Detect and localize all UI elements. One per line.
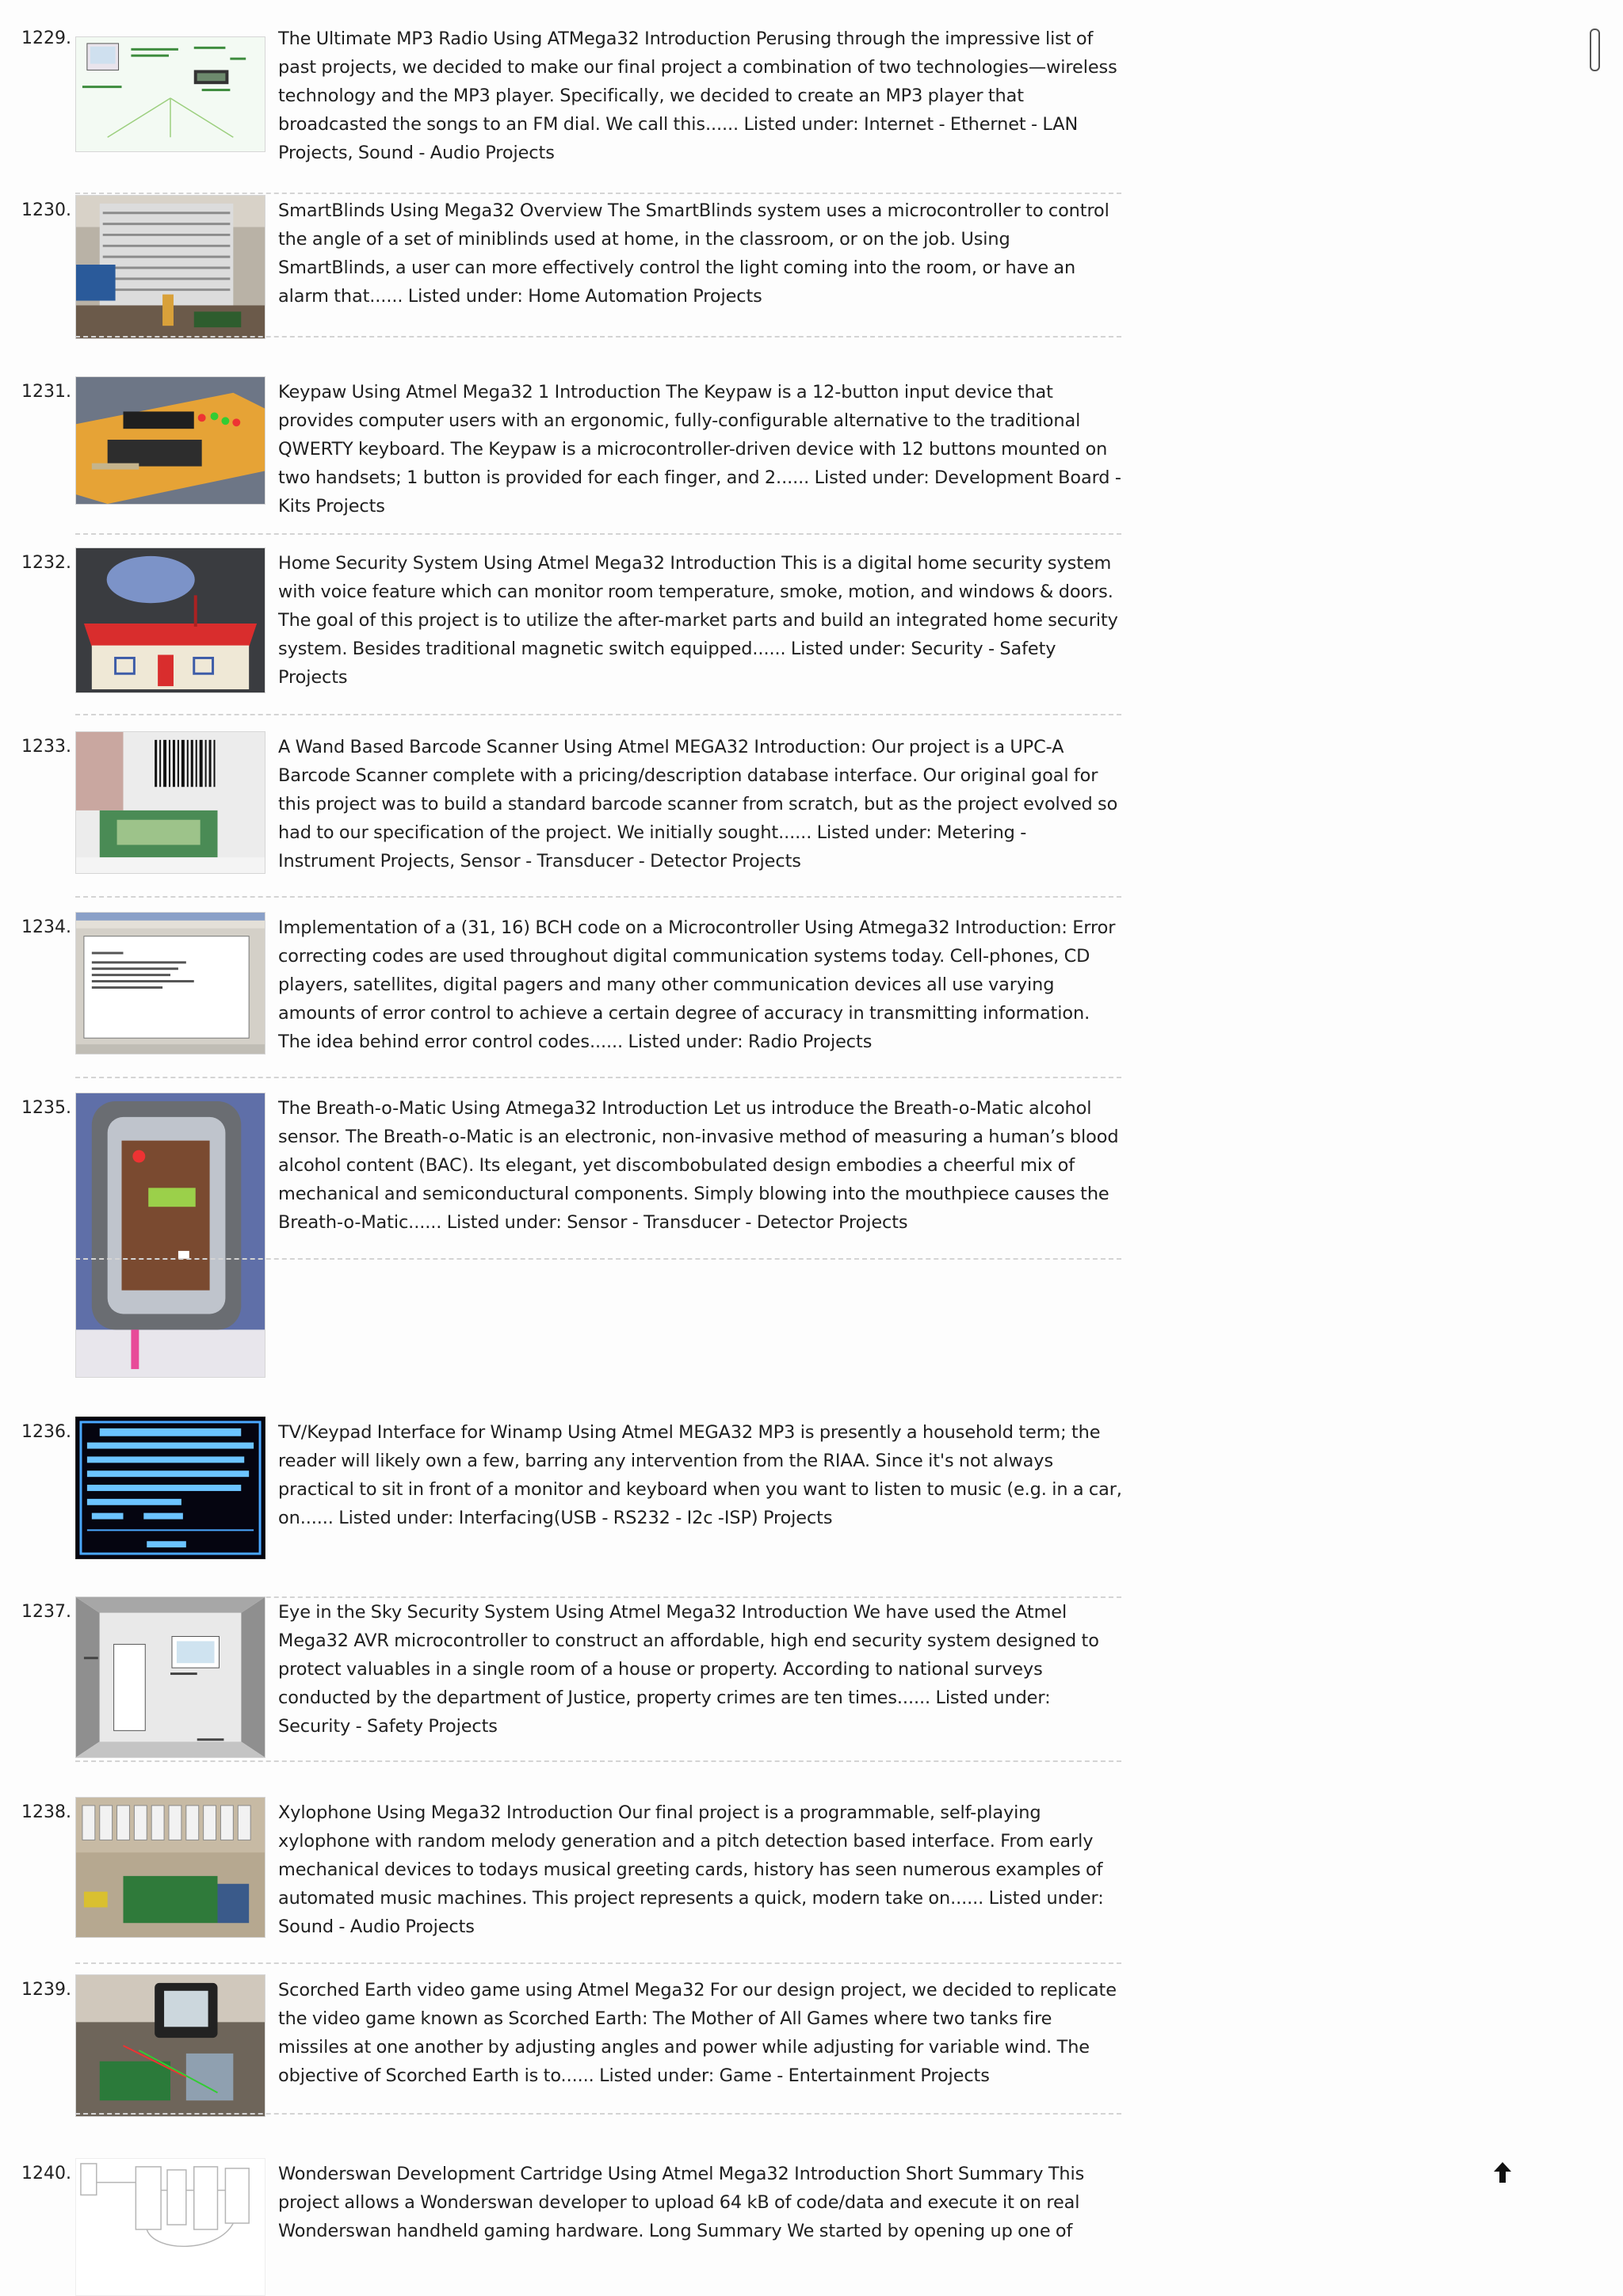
item-divider	[75, 1077, 1121, 1078]
item-divider	[75, 2113, 1121, 2115]
item-divider	[75, 336, 1121, 338]
item-description: Home Security System Using Atmel Mega32 Introduction This is a digital home security system with voice feature which can monitor room temperature, smoke, motion, and windows & doors. The goal of this project is to utilize the after-market parts and build an integrated home security system. Besides traditional magnetic switch equipped...... Listed under: Security - Safety Projects	[278, 553, 1118, 688]
item-number: 1238.	[21, 1802, 71, 1822]
item-number: 1230.	[21, 200, 71, 220]
item-divider	[75, 896, 1121, 898]
item-thumbnail[interactable]	[75, 912, 265, 1055]
list-item	[0, 1797, 1125, 1947]
item-description: The Ultimate MP3 Radio Using ATMega32 Introduction Perusing through the impressive list of past projects, we decided to make our final project a combination of two technologies—wireless technology and the MP3 player. Specifically, we decided to create an MP3 player that broadcasted the songs to an FM dial. We call this...... Listed under: Internet - Ethernet - LAN Projects, Sound - Audio Projects	[278, 29, 1117, 163]
item-number: 1239.	[21, 1980, 71, 2000]
item-divider	[75, 714, 1121, 715]
item-description: Scorched Earth video game using Atmel Mega32 For our design project, we decided to replicate the video game known as Scorched Earth: The Mother of All Games where two tanks fire missiles at one another by adjusting angles and power while adjusting for variable wind. The objective of Scorched Earth is to...... Listed under: Game - Entertainment Projects	[278, 1980, 1117, 2086]
item-divider	[75, 1760, 1121, 1762]
item-number: 1234.	[21, 917, 71, 937]
item-description: SmartBlinds Using Mega32 Overview The SmartBlinds system uses a microcontroller to control the angle of a set of miniblinds used at home, in the classroom, or on the job. Using SmartBlinds, a user can more effectively control the light coming into the room, or have an alarm that...... Listed under: Home Automation Projects	[278, 200, 1109, 307]
item-thumbnail[interactable]	[75, 1596, 265, 1758]
back-to-top-button[interactable]	[1488, 2160, 1517, 2188]
list-item	[0, 1417, 1125, 1575]
arrow-up-icon	[1493, 2161, 1512, 2187]
item-number: 1235.	[21, 1098, 71, 1118]
item-divider	[75, 1258, 1121, 1260]
list-item	[0, 376, 1125, 535]
item-thumbnail[interactable]	[75, 195, 265, 339]
item-thumbnail[interactable]	[75, 547, 265, 693]
vertical-scrollbar[interactable]	[1590, 29, 1600, 71]
item-description: Xylophone Using Mega32 Introduction Our final project is a programmable, self-playing xylophone with random melody generation and a pitch detection based interface. From early mechanical devices to todays musical greeting cards, history has seen numerous examples of automated music machines. This project represents a quick, modern take on...... Listed under: Sound - Audio Projects	[278, 1802, 1104, 1937]
list-item	[0, 731, 1125, 902]
item-divider	[75, 193, 1121, 194]
item-divider	[75, 533, 1121, 535]
item-description: Implementation of a (31, 16) BCH code on a Microcontroller Using Atmega32 Introduction: Error correcting codes are used throughout digital communication systems today. Cell-phones, CD players, satellites, digital pagers and many other communication devices all use varying amounts of error control to achieve a certain degree of accuracy in transmitting information. The idea behind error control codes...... Listed under: Radio Projects	[278, 917, 1116, 1052]
item-description: The Breath-o-Matic Using Atmega32 Introduction Let us introduce the Breath-o-Matic alcohol sensor. The Breath-o-Matic is an electronic, non-invasive method of measuring a human’s blood alcohol content (BAC). Its elegant, yet discombobulated design embodies a cheerful mix of mechanical and semiconductural components. Simply blowing into the mouthpiece causes the Breath-o-Matic...... Listed under: Sensor - Transducer - Detector Projects	[278, 1098, 1119, 1233]
item-number: 1240.	[21, 2164, 71, 2183]
item-thumbnail[interactable]	[75, 731, 265, 874]
item-description: Keypaw Using Atmel Mega32 1 Introduction The Keypaw is a 12-button input device that provides computer users with an ergonomic, fully-configurable alternative to the traditional QWERTY keyboard. The Keypaw is a microcontroller-driven device with 12 buttons mounted on two handsets; 1 button is provided for each finger, and 2...... Listed under: Development Board - Kits Projects	[278, 382, 1121, 517]
item-number: 1231.	[21, 382, 71, 402]
item-number: 1236.	[21, 1422, 71, 1442]
list-item	[0, 1974, 1125, 2133]
item-thumbnail[interactable]	[75, 1417, 265, 1559]
item-thumbnail[interactable]	[75, 2158, 265, 2296]
list-item	[0, 912, 1125, 1082]
item-number: 1232.	[21, 553, 71, 573]
item-divider	[75, 1962, 1121, 1964]
item-thumbnail[interactable]	[75, 1797, 265, 1938]
item-thumbnail[interactable]	[75, 1093, 265, 1378]
list-item	[0, 2158, 1125, 2296]
item-number: 1237.	[21, 1602, 71, 1622]
item-number: 1229.	[21, 29, 71, 48]
list-item	[0, 547, 1125, 714]
list-item	[0, 195, 1125, 345]
item-description: Wonderswan Development Cartridge Using Atmel Mega32 Introduction Short Summary This project allows a Wonderswan developer to upload 64 kB of code/data and execute it on real Wonderswan handheld gaming hardware. Long Summary We started by opening up one of	[278, 2164, 1085, 2241]
list-item	[0, 1596, 1125, 1763]
list-item	[0, 22, 1125, 198]
item-thumbnail[interactable]	[75, 36, 265, 152]
item-description: A Wand Based Barcode Scanner Using Atmel MEGA32 Introduction: Our project is a UPC-A Barcode Scanner complete with a pricing/description database interface. Our original goal for this project was to build a standard barcode scanner from scratch, but as the project evolved so had to our specification of the project. We initially sought...... Listed under: Metering - Instrument Projects, Sensor - Transducer - Detector Projects	[278, 737, 1118, 871]
item-number: 1233.	[21, 737, 71, 757]
item-description: TV/Keypad Interface for Winamp Using Atmel MEGA32 MP3 is presently a household term; the reader will likely own a few, barring any intervention from the RIAA. Since it's not always practical to sit in front of a monitor and keyboard when you want to listen to music (e.g. in a car, on...... Listed under: Interfacing(USB - RS232 - I2c -ISP) Projects	[278, 1422, 1122, 1528]
item-thumbnail[interactable]	[75, 1974, 265, 2117]
item-thumbnail[interactable]	[75, 376, 265, 505]
list-item	[0, 1093, 1125, 1417]
item-description: Eye in the Sky Security System Using Atmel Mega32 Introduction We have used the Atmel Mega32 AVR microcontroller to construct an affordable, high end security system designed to protect valuables in a single room of a house or property. According to national surveys conducted by the department of Justice, property crimes are ten times...... Listed under: Security - Safety Projects	[278, 1602, 1099, 1737]
